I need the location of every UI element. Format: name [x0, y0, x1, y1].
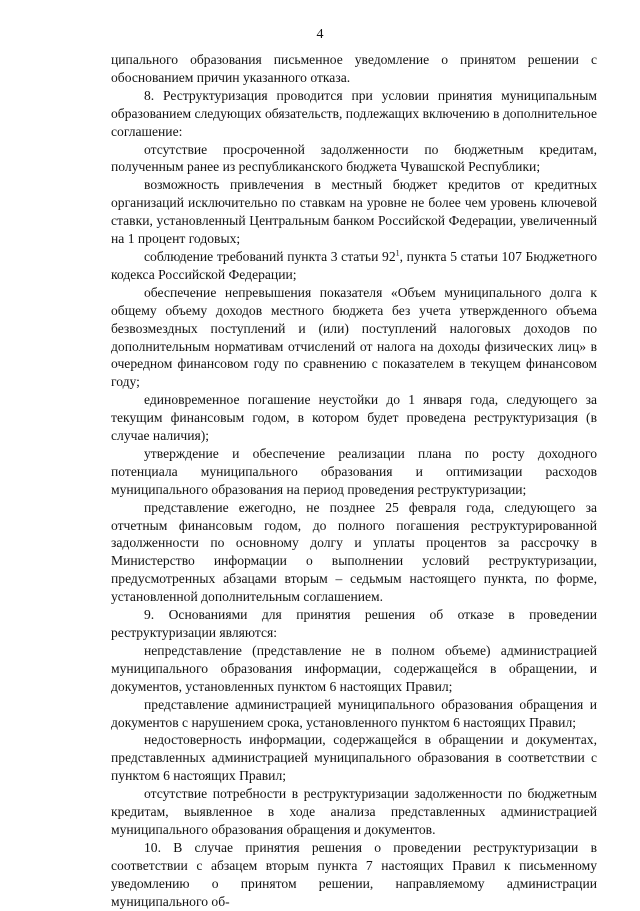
paragraph-obligation-no-overdue: отсутствие просроченной задолженности по бюджетным кредитам, полученным ранее из республиканского бюджета Чувашской Республики;: [111, 141, 597, 175]
paragraph-obligation-revenue-plan: утверждение и обеспечение реализации плана по росту доходного потенциала муниципального образования и оптимизации расходов муниципального образования на период проведения реструктуризации;: [111, 445, 597, 497]
paragraph-continuation: ципального образования письменное уведомление о принятом решении с обоснованием причин указанного отказа.: [111, 52, 597, 85]
paragraph-obligation-budget-code: [111, 248, 597, 284]
page-number: 4: [316, 27, 324, 42]
paragraph-text-after: , пункта 5 статьи 107 Бюджетного кодекса Российской Федерации;: [111, 248, 597, 282]
paragraph-item-10: 10. В случае принятия решения о проведении реструктуризации в соответствии с абзацем вторым пункта 7 настоящих Правил к письменному уведомлению о принятом решении, направляемому администрации муниципального об-: [111, 839, 597, 909]
footnote-superscript: 1: [395, 248, 400, 258]
paragraph-obligation-penalty: единовременное погашение неустойки до 1 января года, следующего за текущим финансовым годом, в котором будет проведена реструктуризация (в случае наличия);: [111, 392, 597, 444]
document-body: [111, 51, 597, 911]
paragraph-text: соблюдение требований пункта 3 статьи 92: [144, 248, 396, 264]
paragraph-item-8: 8. Реструктуризация проводится при условии принятия муниципальным образованием следующих обязательств, подлежащих включению в дополнительное соглашение:: [111, 87, 597, 139]
paragraph-item-9: 9. Основаниями для принятия решения об отказе в проведении реструктуризации являются:: [111, 607, 597, 640]
paragraph-refusal-late: представление администрацией муниципального образования обращения и документов с нарушением срока, установленного пунктом 6 настоящих Правил;: [111, 696, 597, 730]
paragraph-obligation-credit-rates: возможность привлечения в местный бюджет кредитов от кредитных организаций исключительно по ставкам на уровне не более чем уровень ключевой ставки, установленный Центральным банком Российской Федерации, увеличенный на 1 процент годовых;: [111, 177, 597, 247]
paragraph-obligation-debt-indicator: обеспечение непревышения показателя «Объем муниципального долга к общему объему доходов местного бюджета без учета утвержденного объема безвозмездных поступлений и (или) поступлений налоговых доходов по дополнительным нормативам отчислений от налога на доходы физических лиц» в очередном финансовом году по сравнению с показателем в текущем финансовом году;: [111, 284, 597, 390]
paragraph-refusal-no-need: отсутствие потребности в реструктуризации задолженности по бюджетным кредитам, выявленное в ходе анализа представленных администрацией муниципального образования обращения и документов.: [111, 786, 597, 837]
paragraph-refusal-incomplete: непредставление (представление не в полном объеме) администрацией муниципального образования информации, содержащейся в обращении, и документов, установленных пунктом 6 настоящих Правил;: [111, 642, 597, 694]
paragraph-obligation-annual-report: представление ежегодно, не позднее 25 февраля года, следующего за отчетным финансовым годом, до полного погашения реструктурированной задолженности по основному долгу и уплаты процентов за рассрочку в Министерство информации о выполнении условий реструктуризации, предусмотренных абзацами вторым – седьмым настоящего пункта, по форме, установленной дополнительным соглашением.: [111, 499, 597, 605]
paragraph-refusal-inaccurate: недостоверность информации, содержащейся в обращении и документах, представленных администрацией муниципального образования в соответствии с пунктом 6 настоящих Правил;: [111, 732, 597, 784]
